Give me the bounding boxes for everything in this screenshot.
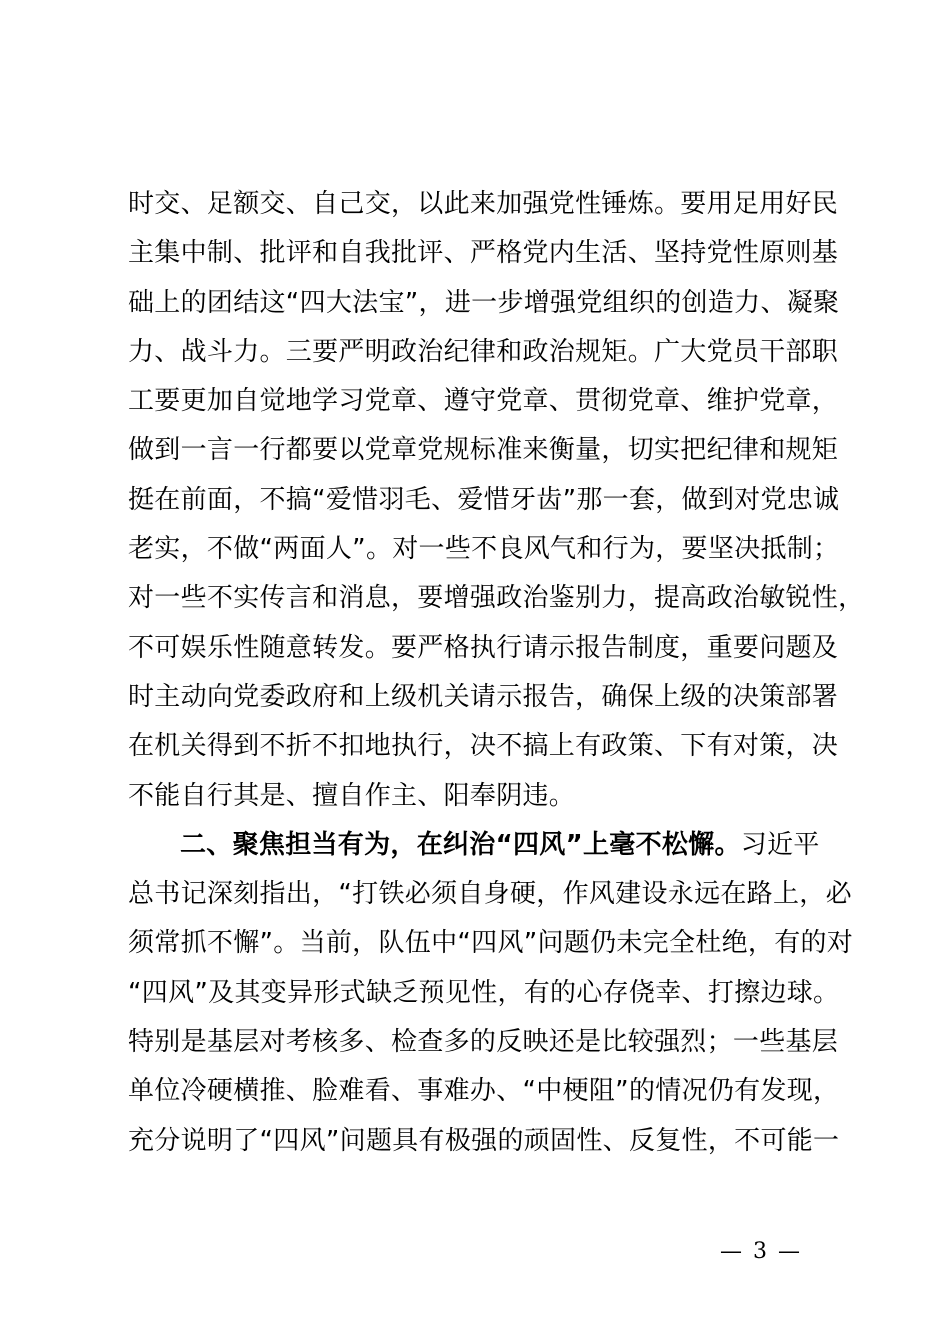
- text-line: 时交、足额交、自己交，以此来加强党性锤炼。要用足用好民: [128, 189, 839, 219]
- text-line: 对一些不实传言和消息，要增强政治鉴别力，提高政治敏锐性，: [128, 583, 865, 614]
- text-line: 时主动向党委政府和上级机关请示报告，确保上级的决策部署: [128, 681, 839, 712]
- text-line: 力、战斗力。三要严明政治纪律和政治规矩。广大党员干部职: [128, 336, 839, 367]
- section-heading-continuation: 习近平: [740, 829, 820, 860]
- text-line: 老实，不做“两面人”。对一些不良风气和行为，要坚决抵制；: [128, 534, 840, 565]
- text-line: 总书记深刻指出，“打铁必须自身硬，作风建设永远在路上，必: [128, 879, 852, 910]
- text-line: 不能自行其是、擅自作主、阳奉阴违。: [128, 780, 576, 811]
- text-line: 在机关得到不折不扣地执行，决不搞上有政策、下有对策，决: [128, 731, 839, 762]
- text-line: 主集中制、批评和自我批评、严格党内生活、坚持党性原则基: [128, 238, 839, 269]
- text-line: 特别是基层对考核多、检查多的反映还是比较强烈；一些基层: [128, 1027, 839, 1058]
- section-heading: 二、聚焦担当有为，在纠治“四风”上毫不松懈。: [180, 829, 741, 860]
- text-line: 做到一言一行都要以党章党规标准来衡量，切实把纪律和规矩: [128, 435, 839, 466]
- body-text: [128, 180, 865, 1166]
- text-line: 挺在前面，不搞“爱惜羽毛、爱惜牙齿”那一套，做到对党忠诚: [128, 484, 840, 515]
- text-line: 不可娱乐性随意转发。要严格执行请示报告制度，重要问题及: [128, 632, 839, 663]
- section-heading-line: [128, 821, 858, 870]
- text-line: 础上的团结这“四大法宝”，进一步增强党组织的创造力、凝聚: [128, 287, 840, 318]
- text-line: 须常抓不懈”。当前，队伍中“四风”问题仍未完全杜绝，有的对: [128, 928, 854, 959]
- text-line: “四风”及其变异形式缺乏预见性，有的心存侥幸、打擦边球。: [128, 977, 840, 1008]
- page-number: — 3 —: [720, 1239, 802, 1264]
- text-line: 单位冷硬横推、脸难看、事难办、“中梗阻”的情况仍有发现，: [128, 1076, 840, 1107]
- text-line: 充分说明了“四风”问题具有极强的顽固性、反复性，不可能一: [128, 1125, 840, 1156]
- text-line: 工要更加自觉地学习党章、遵守党章、贯彻党章、维护党章，: [128, 386, 839, 417]
